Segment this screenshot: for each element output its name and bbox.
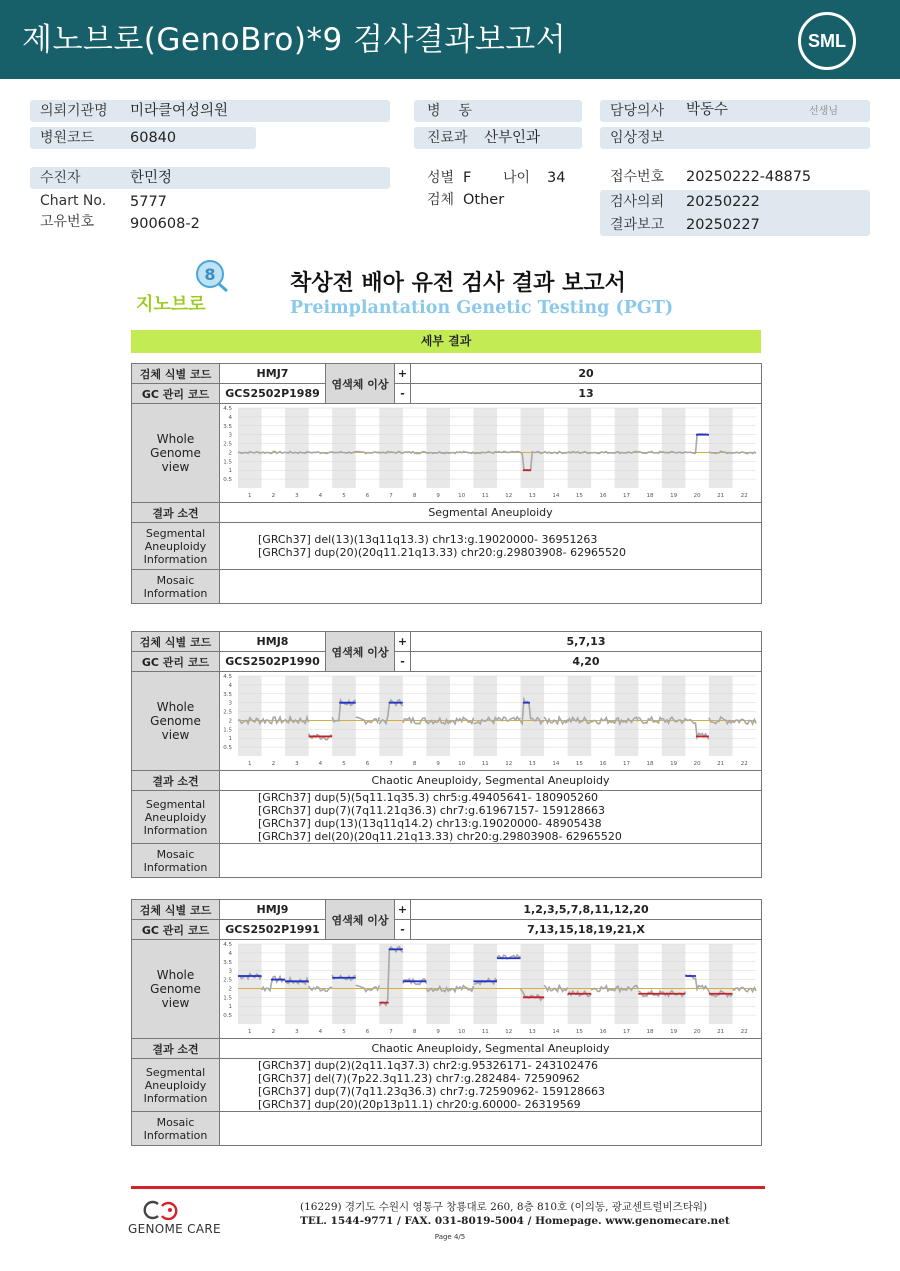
x-tick-label: 13 bbox=[528, 761, 536, 767]
sex-value: F bbox=[463, 170, 472, 186]
x-tick-label: 14 bbox=[552, 493, 560, 499]
chromosome-band bbox=[568, 676, 592, 756]
copy-number-trace bbox=[262, 451, 286, 453]
sml-logo: SML bbox=[798, 12, 856, 70]
chromosome-band bbox=[473, 676, 497, 756]
gain-chromosomes: 20 bbox=[411, 364, 762, 384]
abnormal-label: 염색체 이상 bbox=[326, 900, 395, 940]
mosaic-value bbox=[220, 570, 762, 604]
x-tick-label: 5 bbox=[342, 1029, 346, 1035]
loss-sign: - bbox=[395, 384, 411, 404]
footer-divider bbox=[131, 1186, 765, 1189]
pgt-subtitle: Preimplantation Genetic Testing (PGT) bbox=[290, 298, 674, 318]
page-number: Page 4/5 bbox=[434, 1233, 466, 1241]
y-tick-label: 1.5 bbox=[223, 459, 232, 466]
contact-line: TEL. 1544-9771 / FAX. 031-8019-5004 / Homepage. www.genomecare.net bbox=[300, 1215, 730, 1227]
chromosome-band bbox=[521, 408, 545, 488]
top-banner bbox=[0, 0, 900, 79]
x-tick-label: 22 bbox=[740, 761, 748, 767]
x-tick-label: 15 bbox=[575, 761, 583, 767]
specimen-code-value: HMJ7 bbox=[220, 364, 326, 384]
specimen-code-label: 검체 식별 코드 bbox=[132, 364, 220, 384]
abnormal-label: 염색체 이상 bbox=[326, 364, 395, 404]
gain-sign: + bbox=[395, 364, 411, 384]
finding-label: 결과 소견 bbox=[132, 503, 220, 523]
y-tick-label: 4.5 bbox=[223, 674, 232, 680]
segmental-info bbox=[220, 791, 762, 844]
chromosome-band bbox=[379, 676, 403, 756]
segmental-line: [GRCh37] dup(7)(7q11.21q36.3) chr7:g.61967157- 159128663 bbox=[258, 804, 606, 817]
wgv-label: Whole Genome view bbox=[132, 940, 220, 1039]
report-title: 제노브로(GenoBro)*9 검사결과보고서 bbox=[22, 22, 567, 58]
institution-label: 의뢰기관명 bbox=[40, 103, 108, 119]
loss-chromosomes: 7,13,15,18,19,21,X bbox=[411, 920, 762, 940]
x-tick-label: 1 bbox=[248, 761, 252, 767]
gain-chromosomes: 1,2,3,5,7,8,11,12,20 bbox=[411, 900, 762, 920]
segmental-line: [GRCh37] del(7)(7p22.3q11.23) chr7:g.282484- 72590962 bbox=[258, 1072, 580, 1085]
x-tick-label: 21 bbox=[717, 761, 725, 767]
y-tick-label: 1.5 bbox=[223, 995, 232, 1002]
x-tick-label: 20 bbox=[693, 761, 701, 767]
whole-genome-chart bbox=[220, 672, 762, 771]
x-tick-label: 10 bbox=[458, 1029, 466, 1035]
finding-value: Segmental Aneuploidy bbox=[220, 503, 762, 523]
genobro-logo bbox=[134, 258, 246, 318]
sample-table bbox=[131, 899, 762, 1146]
x-tick-label: 7 bbox=[389, 761, 393, 767]
chart-no-label: Chart No. bbox=[40, 193, 107, 209]
x-tick-label: 20 bbox=[693, 1029, 701, 1035]
copy-number-trace bbox=[450, 717, 474, 724]
x-tick-label: 1 bbox=[248, 493, 252, 499]
x-tick-label: 4 bbox=[318, 1029, 323, 1035]
specimen-code-label: 검체 식별 코드 bbox=[132, 632, 220, 652]
y-tick-label: 2 bbox=[228, 450, 232, 457]
sample-table bbox=[131, 631, 762, 878]
y-tick-label: 0.5 bbox=[223, 1013, 232, 1020]
specimen-code-value: HMJ9 bbox=[220, 900, 326, 920]
x-tick-label: 15 bbox=[575, 1029, 583, 1035]
y-tick-label: 2.5 bbox=[223, 709, 232, 716]
specimen-code-value: HMJ8 bbox=[220, 632, 326, 652]
x-tick-label: 15 bbox=[575, 493, 583, 499]
chromosome-band bbox=[426, 676, 450, 756]
y-tick-label: 0.5 bbox=[223, 745, 232, 752]
x-tick-label: 9 bbox=[436, 493, 440, 499]
loss-sign: - bbox=[395, 652, 411, 672]
chromosome-band bbox=[615, 676, 639, 756]
pgt-title: 착상전 배아 유전 검사 결과 보고서 bbox=[290, 271, 626, 296]
dept-label: 진료과 bbox=[427, 130, 468, 146]
segmental-line: [GRCh37] del(20)(20q11.21q13.33) chr20:g.29803908- 62965520 bbox=[258, 830, 622, 843]
copy-number-trace bbox=[591, 452, 615, 454]
genome-plot bbox=[220, 940, 760, 1038]
doctor-label: 담당의사 bbox=[610, 103, 665, 119]
x-tick-label: 16 bbox=[599, 761, 607, 767]
finding-label: 결과 소견 bbox=[132, 771, 220, 791]
x-tick-label: 6 bbox=[365, 761, 370, 767]
chromosome-band bbox=[662, 676, 686, 756]
x-tick-label: 6 bbox=[365, 493, 370, 499]
mosaic-label: Mosaic Information bbox=[132, 1112, 220, 1146]
segmental-info bbox=[220, 523, 762, 570]
chromosome-band bbox=[521, 676, 545, 756]
y-tick-label: 1 bbox=[228, 736, 232, 743]
copy-number-trace bbox=[309, 452, 333, 454]
x-tick-label: 9 bbox=[436, 761, 440, 767]
x-tick-label: 2 bbox=[271, 761, 276, 767]
clinical-label: 임상정보 bbox=[610, 130, 665, 146]
receipt-label: 접수번호 bbox=[610, 169, 665, 185]
x-tick-label: 2 bbox=[271, 493, 276, 499]
x-tick-label: 8 bbox=[412, 1029, 417, 1035]
segmental-line: [GRCh37] dup(13)(13q11q14.2) chr13:g.19020000- 48905438 bbox=[258, 817, 602, 830]
footer-address bbox=[300, 1200, 730, 1228]
copy-number-trace bbox=[450, 986, 474, 992]
doctor-suffix: 선생님 bbox=[809, 106, 838, 117]
x-tick-label: 3 bbox=[295, 1029, 299, 1035]
x-tick-label: 4 bbox=[318, 493, 323, 499]
loss-chromosomes: 13 bbox=[411, 384, 762, 404]
x-tick-label: 12 bbox=[505, 761, 513, 767]
patient-value: 한민정 bbox=[130, 170, 173, 186]
x-tick-label: 2 bbox=[271, 1029, 276, 1035]
x-tick-label: 5 bbox=[342, 493, 346, 499]
x-tick-label: 17 bbox=[623, 493, 630, 499]
y-tick-label: 3 bbox=[228, 700, 232, 707]
x-tick-label: 11 bbox=[481, 1029, 489, 1035]
abnormal-label: 염색체 이상 bbox=[326, 632, 395, 672]
chromosome-band bbox=[568, 408, 592, 488]
y-tick-label: 4.5 bbox=[223, 406, 232, 412]
segmental-label: Segmental Aneuploidy Information bbox=[132, 1059, 220, 1112]
y-tick-label: 3.5 bbox=[223, 959, 232, 966]
segmental-line: [GRCh37] dup(2)(2q11.1q37.3) chr2:g.95326171- 243102476 bbox=[258, 1059, 599, 1072]
segmental-label: Segmental Aneuploidy Information bbox=[132, 791, 220, 844]
specimen-label: 검체 bbox=[427, 192, 455, 208]
specimen-code-label: 검체 식별 코드 bbox=[132, 900, 220, 920]
y-tick-label: 4 bbox=[228, 414, 232, 421]
gain-chromosomes: 5,7,13 bbox=[411, 632, 762, 652]
x-tick-label: 17 bbox=[623, 1029, 630, 1035]
chromosome-band bbox=[379, 408, 403, 488]
chromosome-band bbox=[709, 676, 733, 756]
chromosome-band bbox=[332, 408, 356, 488]
y-tick-label: 3 bbox=[228, 432, 232, 439]
x-tick-label: 18 bbox=[646, 761, 654, 767]
x-tick-label: 21 bbox=[717, 493, 725, 499]
y-tick-label: 4 bbox=[228, 950, 232, 957]
chromosome-band bbox=[662, 944, 686, 1024]
institution-value: 미라클여성의원 bbox=[130, 103, 229, 119]
chromosome-band bbox=[379, 944, 403, 1024]
chromosome-band bbox=[709, 408, 733, 488]
x-tick-label: 18 bbox=[646, 1029, 654, 1035]
address-line: (16229) 경기도 수원시 영통구 창룡대로 260, 8층 810호 (이의동, 광교센트럴비즈타워) bbox=[300, 1201, 708, 1213]
gc-code-label: GC 관리 코드 bbox=[132, 652, 220, 672]
x-tick-label: 12 bbox=[505, 493, 513, 499]
whole-genome-chart bbox=[220, 404, 762, 503]
section-header: 세부 결과 bbox=[131, 330, 761, 353]
copy-number-trace bbox=[356, 451, 380, 453]
patient-pill bbox=[30, 167, 390, 189]
x-tick-label: 13 bbox=[528, 493, 536, 499]
x-tick-label: 20 bbox=[693, 493, 701, 499]
specimen-value: Other bbox=[463, 192, 505, 208]
ward-label: 병 동 bbox=[427, 103, 472, 119]
y-tick-label: 1 bbox=[228, 1004, 232, 1011]
gc-code-label: GC 관리 코드 bbox=[132, 384, 220, 404]
x-tick-label: 19 bbox=[670, 1029, 678, 1035]
chromosome-band bbox=[238, 944, 262, 1024]
x-tick-label: 4 bbox=[318, 761, 323, 767]
copy-number-trace bbox=[497, 451, 521, 452]
result-label: 결과보고 bbox=[610, 217, 665, 233]
x-tick-label: 18 bbox=[646, 493, 654, 499]
x-tick-label: 17 bbox=[623, 761, 630, 767]
chromosome-band bbox=[426, 408, 450, 488]
segmental-line: [GRCh37] dup(7)(7q11.23q36.3) chr7:g.72590962- 159128663 bbox=[258, 1085, 606, 1098]
gc-code-value: GCS2502P1991 bbox=[220, 920, 326, 940]
genome-plot bbox=[220, 404, 760, 502]
svg-text:8: 8 bbox=[204, 265, 216, 284]
y-tick-label: 0.5 bbox=[223, 477, 232, 484]
y-tick-label: 3 bbox=[228, 968, 232, 975]
chromosome-band bbox=[285, 408, 309, 488]
gain-sign: + bbox=[395, 632, 411, 652]
y-tick-label: 2 bbox=[228, 718, 232, 725]
y-tick-label: 1.5 bbox=[223, 727, 232, 734]
chromosome-band bbox=[238, 408, 262, 488]
finding-value: Chaotic Aneuploidy, Segmental Aneuploidy bbox=[220, 771, 762, 791]
copy-number-trace bbox=[450, 452, 474, 454]
segmental-line: [GRCh37] dup(20)(20q11.21q13.33) chr20:g.29803908- 62965520 bbox=[258, 546, 627, 559]
copy-number-trace bbox=[638, 452, 662, 454]
y-tick-label: 2.5 bbox=[223, 441, 232, 448]
mosaic-label: Mosaic Information bbox=[132, 570, 220, 604]
x-tick-label: 13 bbox=[528, 1029, 536, 1035]
y-tick-label: 4 bbox=[228, 682, 232, 689]
doctor-value: 박동수 bbox=[686, 102, 729, 118]
receipt-value: 20250222-48875 bbox=[686, 169, 812, 185]
x-tick-label: 16 bbox=[599, 493, 607, 499]
copy-number-trace bbox=[426, 452, 450, 454]
genobro-logo-text: 지노브로 bbox=[136, 294, 206, 315]
loss-sign: - bbox=[395, 920, 411, 940]
chromosome-band bbox=[568, 944, 592, 1024]
mosaic-value bbox=[220, 844, 762, 878]
segmental-label: Segmental Aneuploidy Information bbox=[132, 523, 220, 570]
unique-no-label: 고유번호 bbox=[40, 214, 95, 230]
chromosome-band bbox=[426, 944, 450, 1024]
y-tick-label: 3.5 bbox=[223, 691, 232, 698]
x-tick-label: 16 bbox=[599, 1029, 607, 1035]
genome-plot bbox=[220, 672, 760, 770]
gc-code-value: GCS2502P1989 bbox=[220, 384, 326, 404]
result-value: 20250227 bbox=[686, 217, 760, 233]
x-tick-label: 10 bbox=[458, 493, 466, 499]
patient-label: 수진자 bbox=[40, 170, 81, 186]
whole-genome-chart bbox=[220, 940, 762, 1039]
chromosome-band bbox=[615, 944, 639, 1024]
request-value: 20250222 bbox=[686, 194, 760, 210]
age-value: 34 bbox=[547, 170, 566, 186]
x-tick-label: 3 bbox=[295, 493, 299, 499]
request-label: 검사의뢰 bbox=[610, 194, 665, 210]
x-tick-label: 14 bbox=[552, 761, 560, 767]
hospital-code-value: 60840 bbox=[130, 130, 177, 146]
segmental-line: [GRCh37] dup(5)(5q11.1q35.3) chr5:g.49405641- 180905260 bbox=[258, 791, 599, 804]
dept-value: 산부인과 bbox=[484, 130, 541, 146]
chromosome-band bbox=[615, 408, 639, 488]
x-tick-label: 8 bbox=[412, 493, 417, 499]
wgv-label: Whole Genome view bbox=[132, 404, 220, 503]
chromosome-band bbox=[332, 944, 356, 1024]
x-tick-label: 12 bbox=[505, 1029, 513, 1035]
segmental-line: [GRCh37] dup(20)(20p13p11.1) chr20:g.60000- 26319569 bbox=[258, 1098, 581, 1111]
chromosome-band bbox=[473, 408, 497, 488]
x-tick-label: 19 bbox=[670, 493, 678, 499]
y-tick-label: 4.5 bbox=[223, 942, 232, 948]
x-tick-label: 6 bbox=[365, 1029, 370, 1035]
hospital-code-label: 병원코드 bbox=[40, 130, 95, 146]
unique-no-value: 900608-2 bbox=[130, 216, 200, 232]
x-tick-label: 5 bbox=[342, 761, 346, 767]
x-tick-label: 11 bbox=[481, 493, 489, 499]
age-label: 나이 bbox=[503, 170, 531, 186]
x-tick-label: 9 bbox=[436, 1029, 440, 1035]
gc-code-value: GCS2502P1990 bbox=[220, 652, 326, 672]
gc-code-label: GC 관리 코드 bbox=[132, 920, 220, 940]
finding-label: 결과 소견 bbox=[132, 1039, 220, 1059]
x-tick-label: 10 bbox=[458, 761, 466, 767]
y-tick-label: 1 bbox=[228, 468, 232, 475]
x-tick-label: 7 bbox=[389, 1029, 393, 1035]
x-tick-label: 19 bbox=[670, 761, 678, 767]
genome-care-name: GENOME CARE bbox=[128, 1222, 221, 1236]
segmental-line: [GRCh37] del(13)(13q11q13.3) chr13:g.19020000- 36951263 bbox=[258, 533, 598, 546]
x-tick-label: 7 bbox=[389, 493, 393, 499]
loss-chromosomes: 4,20 bbox=[411, 652, 762, 672]
sample-table bbox=[131, 363, 762, 604]
copy-number-trace bbox=[544, 451, 568, 453]
mosaic-value bbox=[220, 1112, 762, 1146]
wgv-label: Whole Genome view bbox=[132, 672, 220, 771]
x-tick-label: 11 bbox=[481, 761, 489, 767]
segmental-info bbox=[220, 1059, 762, 1112]
sex-label: 성별 bbox=[427, 170, 455, 186]
chart-no-value: 5777 bbox=[130, 194, 167, 210]
x-tick-label: 3 bbox=[295, 761, 299, 767]
chromosome-band bbox=[662, 408, 686, 488]
gain-sign: + bbox=[395, 900, 411, 920]
x-tick-label: 22 bbox=[740, 493, 748, 499]
y-tick-label: 3.5 bbox=[223, 423, 232, 430]
x-tick-label: 1 bbox=[248, 1029, 252, 1035]
x-tick-label: 22 bbox=[740, 1029, 748, 1035]
mosaic-label: Mosaic Information bbox=[132, 844, 220, 878]
chromosome-band bbox=[285, 676, 309, 756]
finding-value: Chaotic Aneuploidy, Segmental Aneuploidy bbox=[220, 1039, 762, 1059]
chromosome-band bbox=[521, 944, 545, 1024]
chromosome-band bbox=[238, 676, 262, 756]
x-tick-label: 14 bbox=[552, 1029, 560, 1035]
chromosome-band bbox=[709, 944, 733, 1024]
y-tick-label: 2.5 bbox=[223, 977, 232, 984]
x-tick-label: 21 bbox=[717, 1029, 725, 1035]
y-tick-label: 2 bbox=[228, 986, 232, 993]
x-tick-label: 8 bbox=[412, 761, 417, 767]
chromosome-band bbox=[332, 676, 356, 756]
